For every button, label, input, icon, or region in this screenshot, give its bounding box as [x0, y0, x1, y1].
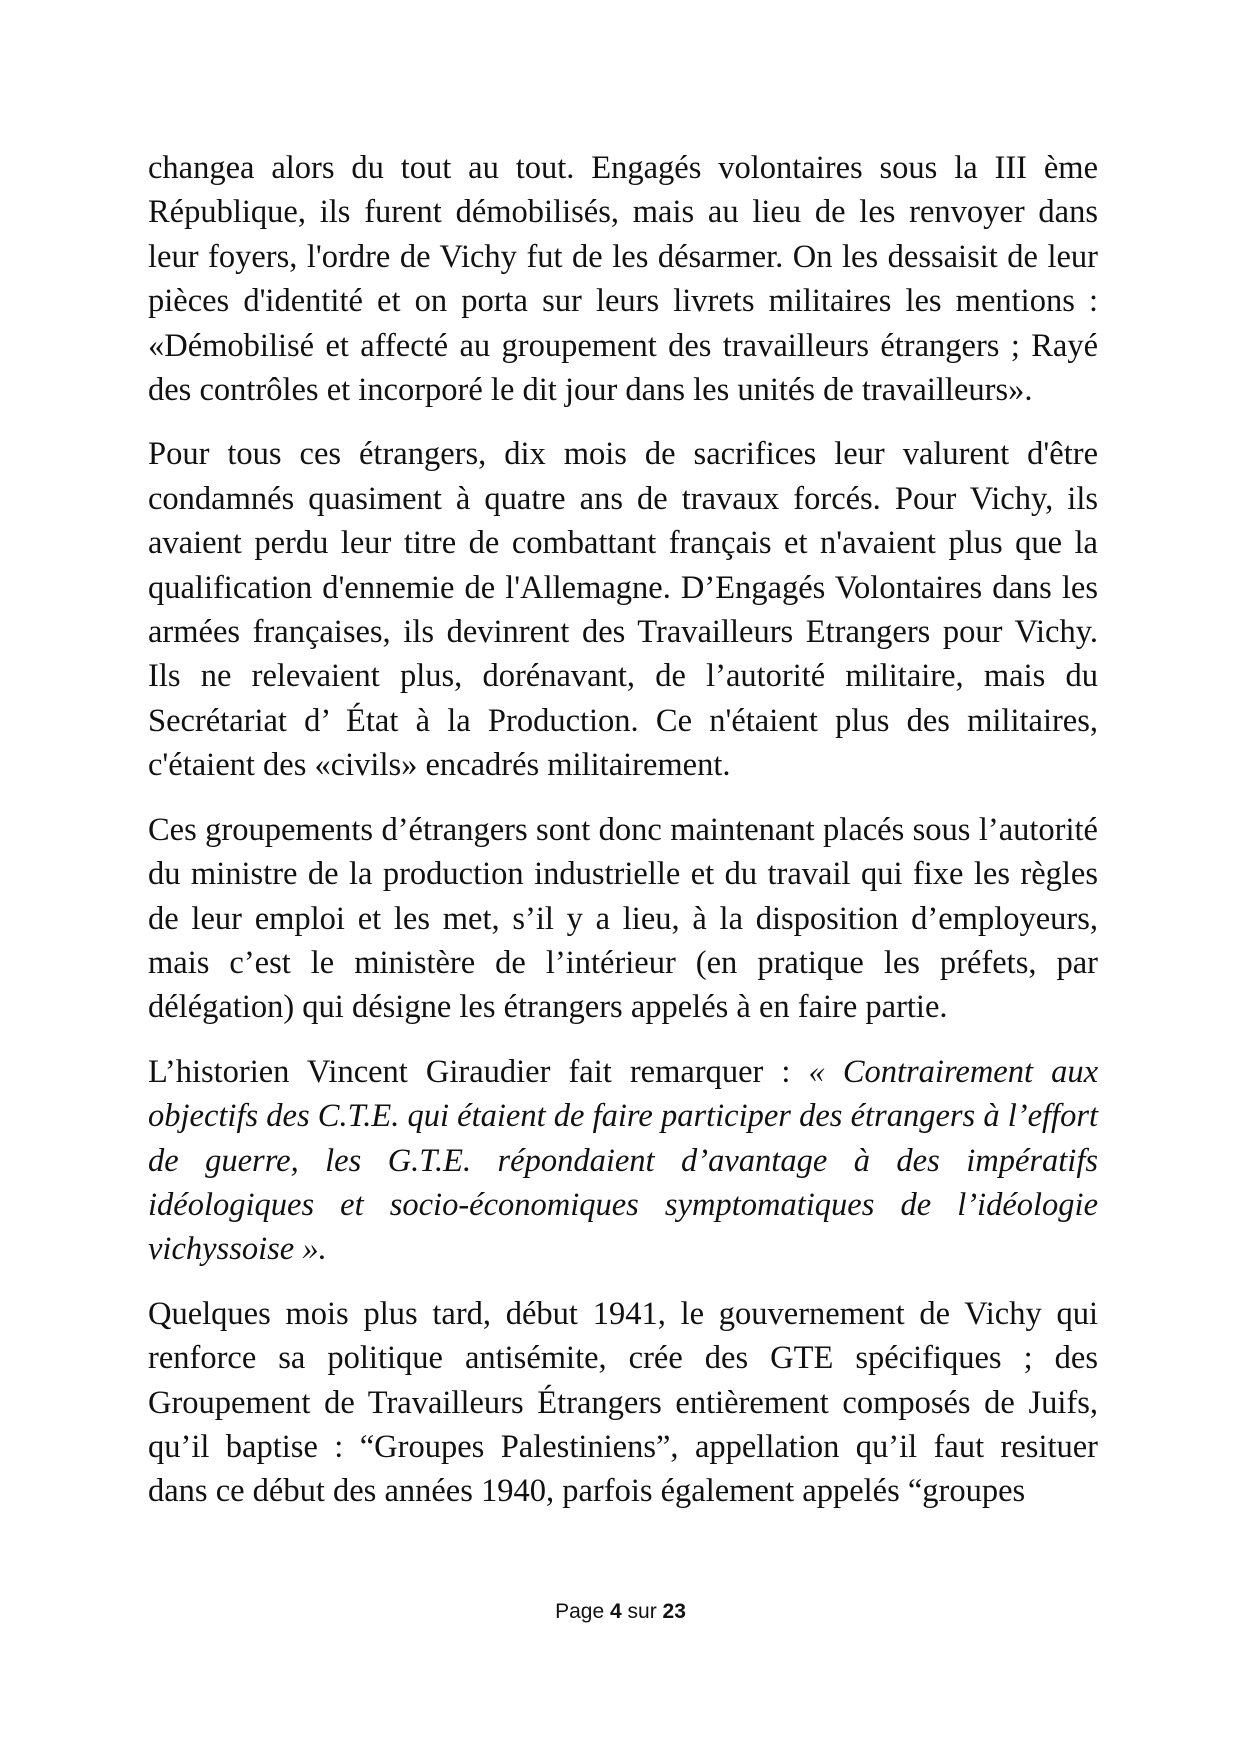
- paragraph-ministry-authority: Ces groupements d’étrangers sont donc maintenant placés sous l’autorité du ministre de la production industrielle et du travail qui fixe les règles de leur emploi et les met, s’il y a lieu, à la disposition d’employeurs, mais c’est le ministère de l’intérieur (en pratique les préfets, par délégation) qui désigne les étrangers appelés à en faire partie.: [148, 811, 1098, 1026]
- page-footer: [0, 1600, 1241, 1624]
- quote-text: « Contrairement aux objectifs des C.T.E. qui étaient de faire participer des étrangers à l’effort de guerre, les G.T.E. répondaient d’avantage à des impératifs idéologiques et socio-économiques symptomatiques de l’idéologie vichyssoise ».: [148, 1053, 1098, 1268]
- quote-intro: L’historien Vincent Giraudier fait remarquer :: [148, 1053, 809, 1090]
- page-body: [148, 146, 1098, 1534]
- footer-page-word: Page: [555, 1600, 605, 1623]
- footer-of-word: sur: [627, 1600, 657, 1623]
- paragraph-forced-labor: Pour tous ces étrangers, dix mois de sacrifices leur valurent d'être condamnés quasiment à quatre ans de travaux forcés. Pour Vichy, ils avaient perdu leur titre de combattant français et n'avaient plus que la qualification d'ennemie de l'Allemagne. D’Engagés Volontaires dans les armées françaises, ils devinrent des Travailleurs Etrangers pour Vichy. Ils ne relevaient plus, dorénavant, de l’autorité militaire, mais du Secrétariat d’ État à la Production. Ce n'étaient plus des militaires, c'étaient des «civils» encadrés militairement.: [148, 436, 1098, 784]
- paragraph-historian-quote: [148, 1050, 1098, 1272]
- paragraph-demobilisation: changea alors du tout au tout. Engagés volontaires sous la III ème République, ils furent démobilisés, mais au lieu de les renvoyer dans leur foyers, l'ordre de Vichy fut de les désarmer. On les dessaisit de leur pièces d'identité et on porta sur leurs livrets militaires les mentions : «Démobilisé et affecté au groupement des travailleurs étrangers ; Rayé des contrôles et incorporé le dit jour dans les unités de travailleurs».: [148, 150, 1098, 409]
- paragraph-palestinian-groups: Quelques mois plus tard, début 1941, le gouvernement de Vichy qui renforce sa politique antisémite, crée des GTE spécifiques ; des Groupement de Travailleurs Étrangers entièrement composés de Juifs, qu’il baptise : “Groupes Palestiniens”, appellation qu’il faut resituer dans ce début des années 1940, parfois également appelés “groupes: [148, 1295, 1098, 1510]
- footer-current-page: 4: [609, 1600, 622, 1623]
- footer-total-pages: 23: [662, 1600, 686, 1623]
